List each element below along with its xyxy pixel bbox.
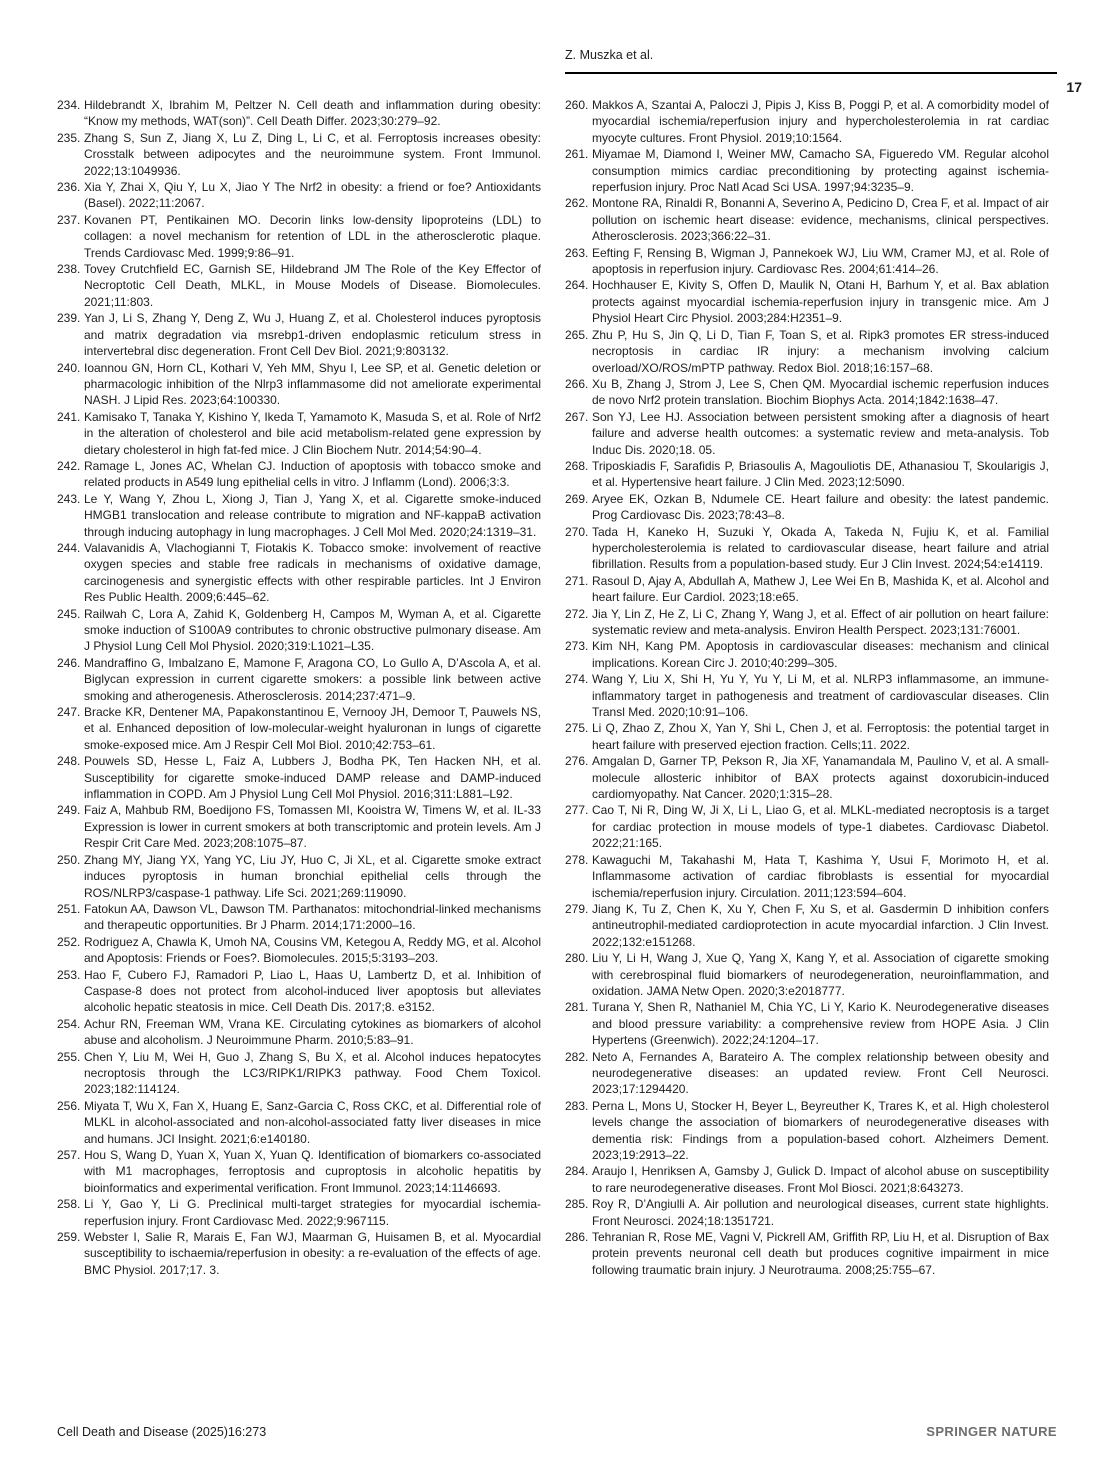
reference-number: 277. (565, 803, 589, 818)
reference-number: 278. (565, 852, 589, 867)
reference-text: Webster I, Salie R, Marais E, Fan WJ, Maarman G, Huisamen B, et al. Myocardial susceptibility to ischaemia/reperfusion in obesity: a re-evaluation of the effects of age. BMC Physiol. 2017;17. 3. (84, 1230, 541, 1277)
reference-number: 275. (565, 721, 589, 736)
reference-text: Montone RA, Rinaldi R, Bonanni A, Severino A, Pedicino D, Crea F, et al. Impact of air pollution on ischemic heart disease: evidence, mechanisms, clinical perspectives. Atherosclerosis. 2023;366:22–31. (592, 196, 1049, 244)
reference-number: 256. (57, 1098, 81, 1113)
reference-number: 279. (565, 901, 589, 916)
reference-number: 268. (565, 458, 589, 473)
reference-number: 267. (565, 409, 589, 424)
reference-number: 252. (57, 934, 81, 949)
reference-text: Hou S, Wang D, Yuan X, Yuan X, Yuan Q. Identification of biomarkers co-associated with M1 macrophages, ferroptosis and cuproptosis in alcoholic hepatitis by bioinformatics and experimental verification. Front Immunol. 2023;14:1146693. (84, 1148, 541, 1195)
reference-item (565, 999, 1049, 1048)
reference-number: 258. (57, 1197, 81, 1212)
reference-item (57, 802, 541, 851)
reference-item (57, 310, 541, 359)
reference-number: 261. (565, 147, 589, 162)
reference-number: 265. (565, 327, 589, 342)
reference-number: 254. (57, 1016, 81, 1031)
reference-number: 242. (57, 458, 81, 473)
reference-item (565, 1196, 1049, 1229)
reference-item (565, 1229, 1049, 1278)
reference-text: Miyamae M, Diamond I, Weiner MW, Camacho SA, Figueredo VM. Regular alcohol consumption mimics cardiac preconditioning by protecting against ischemia-reperfusion injury. Proc Natl Acad Sci USA. 1997;94:3235–9. (592, 147, 1049, 195)
reference-number: 241. (57, 409, 81, 424)
reference-number: 251. (57, 901, 81, 916)
reference-item (565, 1098, 1049, 1164)
reference-text: Tehranian R, Rose ME, Vagni V, Pickrell AM, Griffith RP, Liu H, et al. Disruption of Bax protein prevents neuronal cell death but produces cognitive impairment in mice following traumatic brain injury. J Neurotrauma. 2008;25:755–67. (592, 1230, 1049, 1277)
reference-number: 286. (565, 1230, 589, 1245)
reference-item (565, 802, 1049, 851)
reference-number: 240. (57, 360, 81, 375)
reference-text: Zhu P, Hu S, Jin Q, Li D, Tian F, Toan S, et al. Ripk3 promotes ER stress-induced necroptosis in cardiac IR injury: a mechanism involving calcium overload/XO/ROS/mPTP pathway. Redox Biol. 2018;16:157–68. (592, 327, 1049, 375)
reference-text: Fatokun AA, Dawson VL, Dawson TM. Parthanatos: mitochondrial-linked mechanisms and therapeutic opportunities. Br J Pharm. 2014;171:2000–16. (84, 901, 541, 933)
reference-number: 250. (57, 852, 81, 867)
reference-item (57, 409, 541, 458)
reference-text: Rodriguez A, Chawla K, Umoh NA, Cousins VM, Ketegou A, Reddy MG, et al. Alcohol and Apoptosis: Friends or Foes?. Biomolecules. 2015;5:3193–203. (84, 934, 541, 966)
reference-text: Ramage L, Jones AC, Whelan CJ. Induction of apoptosis with tobacco smoke and related products in A549 lung epithelial cells in vitro. J Inflamm (Lond). 2006;3:3. (84, 458, 541, 490)
reference-number: 269. (565, 491, 589, 506)
reference-number: 273. (565, 639, 589, 654)
reference-item (565, 245, 1049, 278)
reference-text: Mandraffino G, Imbalzano E, Mamone F, Aragona CO, Lo Gullo A, D’Ascola A, et al. Biglycan expression in current cigarette smokers: a possible link between active smoking and atherogenesis. Atherosclerosis. 2014;237:471–9. (84, 655, 541, 703)
reference-item (57, 540, 541, 606)
reference-text: Kim NH, Kang PM. Apoptosis in cardiovascular diseases: mechanism and clinical implications. Korean Circ J. 2010;40:299–305. (592, 639, 1049, 670)
reference-item (565, 852, 1049, 901)
reference-number: 260. (565, 98, 589, 112)
reference-text: Xu B, Zhang J, Strom J, Lee S, Chen QM. Myocardial ischemic reperfusion induces de novo Nrf2 protein translation. Biochim Biophys Acta. 2014;1842:1638–47. (592, 376, 1049, 408)
references-left-column (57, 97, 541, 1278)
reference-text: Hochhauser E, Kivity S, Offen D, Maulik N, Otani H, Barhum Y, et al. Bax ablation protects against myocardial ischemia-reperfusion injury in transgenic mice. Am J Physiol Heart Circ Physiol. 2003;284:H2351–9. (592, 278, 1049, 326)
reference-item (565, 606, 1049, 639)
reference-item (57, 934, 541, 967)
reference-text: Hildebrandt X, Ibrahim M, Peltzer N. Cell death and inflammation during obesity: “Know my methods, WAT(son)”. Cell Death Differ. 2023;30:279–92. (84, 98, 541, 129)
reference-number: 253. (57, 967, 81, 982)
reference-text: Kamisako T, Tanaka Y, Kishino Y, Ikeda T, Yamamoto K, Masuda S, et al. Role of Nrf2 in the alteration of cholesterol and bile acid metabolism-related gene expression by dietary cholesterol in high fat-fed mice. J Clin Biochem Nutr. 2014;54:90–4. (84, 409, 541, 457)
page-number: 17 (1066, 79, 1082, 95)
reference-item (57, 1098, 541, 1147)
reference-number: 282. (565, 1049, 589, 1064)
reference-text: Bracke KR, Dentener MA, Papakonstantinou E, Vernooy JH, Demoor T, Pauwels NS, et al. Enhanced deposition of low-molecular-weight hyaluronan in lungs of cigarette smoke-exposed mice. Am J Respir Cell Mol Biol. 2010;42:753–61. (84, 705, 541, 752)
reference-number: 257. (57, 1148, 81, 1162)
reference-item (565, 409, 1049, 458)
reference-text: Zhang S, Sun Z, Jiang X, Lu Z, Ding L, Li C, et al. Ferroptosis increases obesity: Crosstalk between adipocytes and the neuroimmune system. Front Immunol. 2022;13:1049936. (84, 130, 541, 178)
page-footer (57, 1424, 1057, 1439)
reference-text: Tada H, Kaneko H, Suzuki Y, Okada A, Takeda N, Fujiu K, et al. Familial hypercholesterolemia is related to cardiovascular disease, heart failure and atrial fibrillation. Results from a population-based study. Eur J Clin Invest. 2024;54:e14119. (592, 524, 1049, 572)
reference-number: 259. (57, 1230, 81, 1245)
reference-number: 274. (565, 672, 589, 687)
reference-item (57, 212, 541, 261)
reference-item (57, 1147, 541, 1196)
reference-item (57, 852, 541, 901)
reference-number: 280. (565, 951, 589, 966)
reference-item (565, 491, 1049, 524)
reference-item (57, 261, 541, 310)
header-rule (565, 72, 1057, 74)
reference-number: 239. (57, 311, 81, 326)
reference-text: Araujo I, Henriksen A, Gamsby J, Gulick D. Impact of alcohol abuse on susceptibility to rare neurodegenerative diseases. Front Mol Biosci. 2021;8:643273. (592, 1164, 1049, 1195)
reference-item (565, 901, 1049, 950)
references-section (57, 97, 1049, 1278)
reference-text: Makkos A, Szantai A, Paloczi J, Pipis J, Kiss B, Poggi P, et al. A comorbidity model of myocardial ischemia/reperfusion injury and hypercholesterolemia in rat cardiac myocyte cultures. Front Physiol. 2019;10:1564. (592, 98, 1049, 145)
reference-number: 262. (565, 196, 589, 211)
reference-item (57, 606, 541, 655)
reference-text: Neto A, Fernandes A, Barateiro A. The complex relationship between obesity and neurodegenerative diseases: an updated review. Front Cell Neurosci. 2023;17:1294420. (592, 1049, 1049, 1097)
reference-number: 245. (57, 606, 81, 621)
reference-text: Achur RN, Freeman WM, Vrana KE. Circulating cytokines as biomarkers of alcohol abuse and alcoholism. J Neuroimmune Pharm. 2010;5:83–91. (84, 1016, 541, 1048)
reference-item (565, 97, 1049, 146)
reference-item (57, 179, 541, 212)
reference-item (565, 524, 1049, 573)
reference-text: Aryee EK, Ozkan B, Ndumele CE. Heart failure and obesity: the latest pandemic. Prog Cardiovasc Dis. 2023;78:43–8. (592, 491, 1049, 523)
references-right-column (565, 97, 1049, 1278)
reference-item (57, 753, 541, 802)
reference-item (565, 376, 1049, 409)
reference-item (57, 655, 541, 704)
reference-text: Valavanidis A, Vlachogianni T, Fiotakis K. Tobacco smoke: involvement of reactive oxygen species and stable free radicals in mechanisms of oxidative damage, carcinogenesis and synergistic effects with other respirable particles. Int J Environ Res Public Health. 2009;6:445–62. (84, 540, 541, 605)
reference-number: 237. (57, 212, 81, 227)
reference-item (565, 1049, 1049, 1098)
reference-text: Son YJ, Lee HJ. Association between persistent smoking after a diagnosis of heart failure and adverse health outcomes: a systematic review and meta-analysis. Tob Induc Dis. 2020;18. 05. (592, 409, 1049, 457)
reference-number: 246. (57, 655, 81, 670)
reference-text: Tovey Crutchfield EC, Garnish SE, Hildebrand JM The Role of the Key Effector of Necroptotic Cell Death, MLKL, in Mouse Models of Disease. Biomolecules. 2021;11:803. (84, 262, 541, 309)
reference-item (565, 277, 1049, 326)
reference-number: 248. (57, 754, 81, 769)
reference-text: Cao T, Ni R, Ding W, Ji X, Li L, Liao G, et al. MLKL-mediated necroptosis is a target for cardiac protection in mouse models of type-1 diabetes. Cardiovasc Diabetol. 2022;21:165. (592, 803, 1049, 851)
journal-citation: Cell Death and Disease (2025)16:273 (57, 1425, 267, 1439)
reference-text: Wang Y, Liu X, Shi H, Yu Y, Yu Y, Li M, et al. NLRP3 inflammasome, an immune-inflammatory target in pathogenesis and treatment of cardiovascular diseases. Clin Transl Med. 2020;10:91–106. (592, 672, 1049, 720)
reference-item (57, 491, 541, 540)
reference-item (57, 1229, 541, 1278)
reference-number: 236. (57, 180, 81, 195)
reference-text: Ioannou GN, Horn CL, Kothari V, Yeh MM, Shyu I, Lee SP, et al. Genetic deletion or pharmacologic inhibition of the Nlrp3 inflammasome did not ameliorate experimental NASH. J Lipid Res. 2023;64:100330. (84, 360, 541, 408)
reference-text: Roy R, D’Angiulli A. Air pollution and neurological diseases, current state highlights. Front Neurosci. 2024;18:1351721. (592, 1197, 1049, 1228)
reference-item (57, 901, 541, 934)
reference-item (565, 458, 1049, 491)
reference-text: Hao F, Cubero FJ, Ramadori P, Liao L, Haas U, Lambertz D, et al. Inhibition of Caspase-8 does not protect from alcohol-induced liver apoptosis but alleviates alcoholic hepatic steatosis in mice. Cell Death Dis. 2017;8. e3152. (84, 967, 541, 1015)
reference-item (565, 195, 1049, 244)
reference-text: Jiang K, Tu Z, Chen K, Xu Y, Chen F, Xu S, et al. Gasdermin D inhibition confers antineutrophil-mediated cardioprotection in acute myocardial infarction. J Clin Invest. 2022;132:e151268. (592, 901, 1049, 949)
reference-item (57, 967, 541, 1016)
reference-number: 263. (565, 245, 589, 260)
reference-text: Xia Y, Zhai X, Qiu Y, Lu X, Jiao Y The Nrf2 in obesity: a friend or foe? Antioxidants (Basel). 2022;11:2067. (84, 180, 541, 211)
reference-text: Railwah C, Lora A, Zahid K, Goldenberg H, Campos M, Wyman A, et al. Cigarette smoke induction of S100A9 contributes to chronic obstructive pulmonary disease. Am J Physiol Lung Cell Mol Physiol. 2020;319:L1021–L35. (84, 606, 541, 654)
reference-item (565, 671, 1049, 720)
reference-number: 235. (57, 130, 81, 145)
reference-item (57, 97, 541, 130)
reference-text: Turana Y, Shen R, Nathaniel M, Chia YC, Li Y, Kario K. Neurodegenerative diseases and blood pressure variability: a comprehensive review from HOPE Asia. J Clin Hypertens (Greenwich). 2022;24:1204–17. (592, 1000, 1049, 1048)
reference-text: Liu Y, Li H, Wang J, Xue Q, Yang X, Kang Y, et al. Association of cigarette smoking with cerebrospinal fluid biomarkers of neurodegeneration, neuroinflammation, and oxidation. JAMA Netw Open. 2020;3:e2018777. (592, 951, 1049, 998)
reference-number: 272. (565, 606, 589, 621)
reference-number: 270. (565, 524, 589, 539)
reference-text: Perna L, Mons U, Stocker H, Beyer L, Beyreuther K, Trares K, et al. High cholesterol levels change the association of biomarkers of neurodegenerative diseases with dementia risk: Findings from a population-based cohort. Alzheimers Dement. 2023;19:2913–22. (592, 1098, 1049, 1162)
reference-number: 283. (565, 1098, 589, 1113)
publisher-wordmark: SPRINGER NATURE (926, 1424, 1057, 1439)
reference-text: Jia Y, Lin Z, He Z, Li C, Zhang Y, Wang J, et al. Effect of air pollution on heart failure: systematic review and meta-analysis. Environ Health Perspect. 2023;131:76001. (592, 606, 1049, 637)
reference-item (57, 1016, 541, 1049)
reference-text: Kovanen PT, Pentikainen MO. Decorin links low-density lipoproteins (LDL) to collagen: a novel mechanism for retention of LDL in the atherosclerotic plaque. Trends Cardiovasc Med. 1999;9:86–91. (84, 212, 541, 260)
reference-item (57, 360, 541, 409)
reference-number: 271. (565, 573, 589, 588)
reference-number: 234. (57, 98, 81, 112)
reference-number: 255. (57, 1049, 81, 1064)
reference-number: 285. (565, 1197, 589, 1212)
reference-number: 244. (57, 540, 81, 555)
reference-number: 266. (565, 376, 589, 391)
reference-item (565, 146, 1049, 195)
reference-item (565, 1163, 1049, 1196)
reference-text: Zhang MY, Jiang YX, Yang YC, Liu JY, Huo C, Ji XL, et al. Cigarette smoke extract induces pyroptosis in human bronchial epithelial cells through the ROS/NLRP3/caspase-1 pathway. Life Sci. 2021;269:119090. (84, 852, 541, 900)
reference-text: Eefting F, Rensing B, Wigman J, Pannekoek WJ, Liu WM, Cramer MJ, et al. Role of apoptosis in reperfusion injury. Cardiovasc Res. 2004;61:414–26. (592, 245, 1049, 277)
reference-item (565, 573, 1049, 606)
reference-text: Miyata T, Wu X, Fan X, Huang E, Sanz-Garcia C, Ross CKC, et al. Differential role of MLKL in alcohol-associated and non-alcohol-associated fatty liver diseases in mice and humans. JCI Insight. 2021;6:e140180. (84, 1098, 541, 1146)
reference-number: 284. (565, 1164, 589, 1179)
reference-item (57, 130, 541, 179)
reference-text: Kawaguchi M, Takahashi M, Hata T, Kashima Y, Usui F, Morimoto H, et al. Inflammasome activation of cardiac fibroblasts is essential for myocardial ischemia/reperfusion injury. Circulation. 2011;123:594–604. (592, 852, 1049, 900)
reference-number: 264. (565, 278, 589, 293)
reference-text: Le Y, Wang Y, Zhou L, Xiong J, Tian J, Yang X, et al. Cigarette smoke-induced HMGB1 translocation and release contribute to migration and NF-kappaB activation through inducing autophagy in lung macrophages. J Cell Mol Med. 2020;24:1319–31. (84, 491, 541, 539)
reference-number: 238. (57, 262, 81, 277)
reference-item (57, 458, 541, 491)
reference-number: 243. (57, 491, 81, 506)
reference-text: Faiz A, Mahbub RM, Boedijono FS, Tomassen MI, Kooistra W, Timens W, et al. IL-33 Expression is lower in current smokers at both transcriptomic and protein levels. Am J Respir Crit Care Med. 2023;208:1075–87. (84, 803, 541, 851)
reference-text: Triposkiadis F, Sarafidis P, Briasoulis A, Magouliotis DE, Athanasiou T, Skoularigis J, et al. Hypertensive heart failure. J Clin Med. 2023;12:5090. (592, 458, 1049, 490)
reference-text: Amgalan D, Garner TP, Pekson R, Jia XF, Yanamandala M, Paulino V, et al. A small-molecule allosteric inhibitor of BAX protects against doxorubicin-induced cardiomyopathy. Nat Cancer. 2020;1:315–28. (592, 754, 1049, 802)
reference-text: Chen Y, Liu M, Wei H, Guo J, Zhang S, Bu X, et al. Alcohol induces hepatocytes necroptosis through the LC3/RIPK1/RIPK3 pathway. Food Chem Toxicol. 2023;182:114124. (84, 1049, 541, 1097)
reference-item (565, 950, 1049, 999)
reference-item (565, 720, 1049, 753)
reference-text: Yan J, Li S, Zhang Y, Deng Z, Wu J, Huang Z, et al. Cholesterol induces pyroptosis and matrix degradation via msrebp1-driven endoplasmic reticulum stress in intervertebral disc degeneration. Front Cell Dev Biol. 2021;9:803132. (84, 311, 541, 359)
reference-number: 276. (565, 754, 589, 769)
reference-item (57, 1196, 541, 1229)
reference-text: Li Y, Gao Y, Li G. Preclinical multi-target strategies for myocardial ischemia-reperfusion injury. Front Cardiovasc Med. 2022;9:967115. (84, 1197, 541, 1228)
reference-number: 281. (565, 1000, 589, 1015)
reference-number: 249. (57, 803, 81, 818)
reference-item (565, 327, 1049, 376)
running-author: Z. Muszka et al. (565, 48, 654, 62)
reference-number: 247. (57, 705, 81, 720)
reference-item (565, 638, 1049, 671)
reference-text: Pouwels SD, Hesse L, Faiz A, Lubbers J, Bodha PK, Ten Hacken NH, et al. Susceptibility for cigarette smoke-induced DAMP release and DAMP-induced inflammation in COPD. Am J Physiol Lung Cell Mol Physiol. 2016;311:L881–L92. (84, 754, 541, 802)
reference-text: Rasoul D, Ajay A, Abdullah A, Mathew J, Lee Wei En B, Mashida K, et al. Alcohol and heart failure. Eur Cardiol. 2023;18:e65. (592, 573, 1049, 605)
reference-item (57, 1049, 541, 1098)
reference-text: Li Q, Zhao Z, Zhou X, Yan Y, Shi L, Chen J, et al. Ferroptosis: the potential target in heart failure with preserved ejection fraction. Cells;11. 2022. (592, 721, 1049, 752)
reference-item (57, 704, 541, 753)
reference-item (565, 753, 1049, 802)
